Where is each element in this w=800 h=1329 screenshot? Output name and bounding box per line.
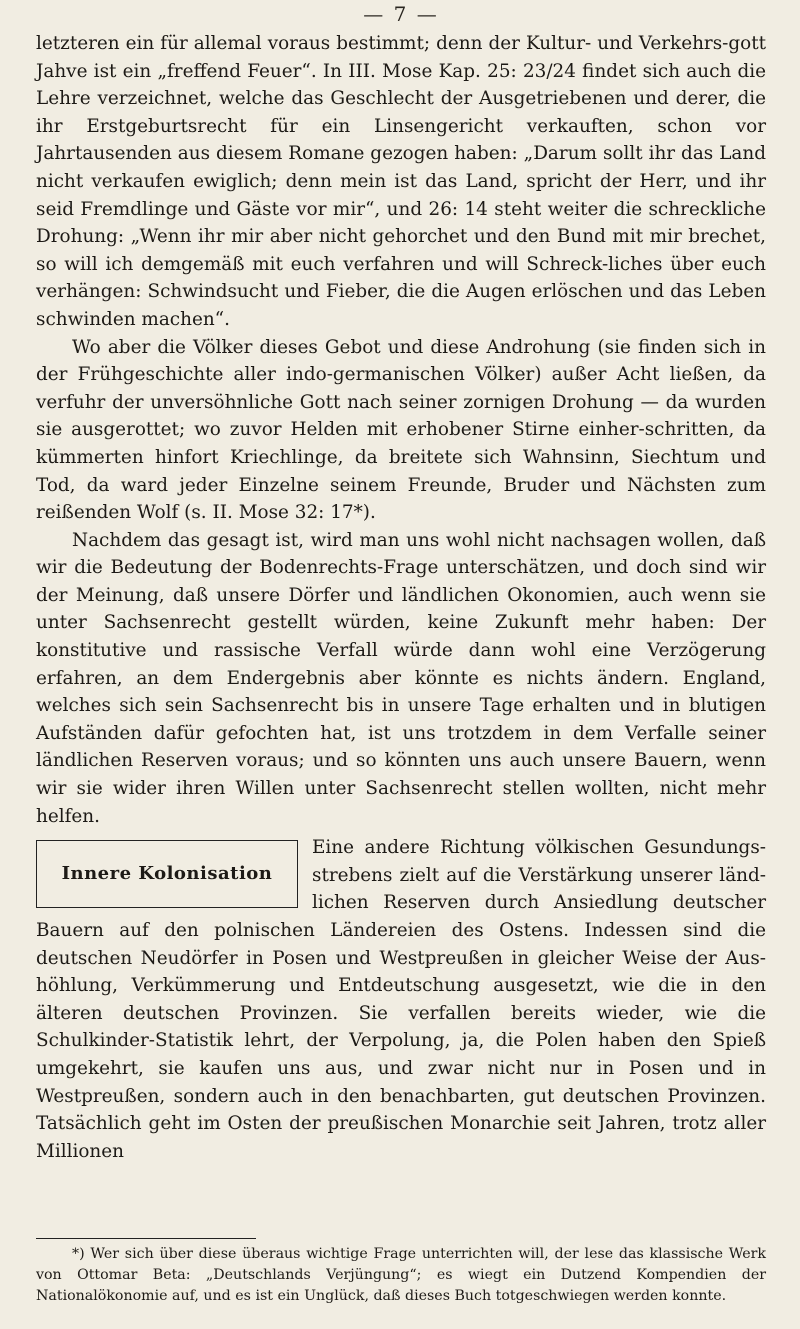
- paragraph-2: Wo aber die Völker dieses Gebot und diese Androhung (sie finden sich in der Frühgeschichte aller indo-germanischen Völker) außer Acht ließen, da verfuhr der unversöhnliche Gott nach seiner zornigen Drohung — da wurden sie ausgerottet; wo zuvor Helden mit erhobener Stirne einher-schritten, da kümmerten hinfort Kriechlinge, da breitete sich Wahnsinn, Siechtum und Tod, da ward jeder Einzelne seinem Freunde, Bruder und Nächsten zum reißenden Wolf (s. II. Mose 32: 17*).: [36, 336, 766, 524]
- section-inner-colonisation: [36, 834, 766, 1165]
- footnote-divider: [36, 1238, 256, 1239]
- section-label: Innere Kolonisation: [61, 863, 273, 885]
- paragraph-1: letzteren ein für allemal voraus bestimmt; denn der Kultur- und Verkehrs-gott Jahve ist ein „freffend Feuer“. In III. Mose Kap. 25: 23/24 findet sich auch die Lehre verzeichnet, welche das Geschlecht der Ausgetriebenen und derer, die ihr Erstgeburtsrecht für ein Linsengericht verkauften, schon vor Jahrtausenden aus diesem Romane gezogen haben: „Darum sollt ihr das Land nicht verkaufen ewiglich; denn mein ist das Land, spricht der Herr, und ihr seid Fremdlinge und Gäste vor mir“, und 26: 14 steht weiter die schreckliche Drohung: „Wenn ihr mir aber nicht gehorchet und den Bund mit mir brechet, so will ich demgemäß mit euch verfahren und will Schreck-liches über euch verhängen: Schwindsucht und Fieber, die die Augen erlöschen und das Leben schwinden machen“.: [36, 33, 766, 330]
- page: [36, 0, 766, 1329]
- footnote: [36, 1244, 766, 1307]
- page-number: — 7 —: [363, 2, 439, 26]
- section-paragraph: Eine andere Richtung völkischen Gesundungs-strebens zielt auf die Verstärkung unserer länd-lichen Reserven durch Ansiedlung deutscher Bauern auf den polnischen Ländereien des Ostens. Indessen sind die deutschen Neudörfer in Posen und Westpreußen in gleicher Weise der Aus-höhlung, Verkümmerung und Entdeutschung ausgesetzt, wie die in den älteren deutschen Provinzen. Sie verfallen bereits wieder, wie die Schulkinder-Statistik lehrt, der Verpolung, ja, die Polen haben den Spieß umgekehrt, sie kaufen uns aus, und zwar nicht nur in Posen und in Westpreußen, sondern auch in den benachbarten, gut deutschen Provinzen. Tatsächlich geht im Osten der preußischen Monarchie seit Jahren, trotz aller Millionen: [36, 837, 766, 1162]
- paragraph-3: Nachdem das gesagt ist, wird man uns wohl nicht nachsagen wollen, daß wir die Bedeutung der Bodenrechts-Frage unterschätzen, und doch sind wir der Meinung, daß unsere Dörfer und ländlichen Okonomien, auch wenn sie unter Sachsenrecht gestellt würden, keine Zukunft mehr haben: Der konstitutive und rassische Verfall würde dann wohl eine Verzögerung erfahren, an dem Endergebnis aber könnte es nichts ändern. England, welches sich sein Sachsenrecht bis in unsere Tage erhalten und in blutigen Aufständen dafür gefochten hat, ist uns trotzdem in dem Verfalle seiner ländlichen Reserven voraus; und so könnten uns auch unsere Bauern, wenn wir sie wider ihren Willen unter Sachsenrecht stellen wollten, nicht mehr helfen.: [36, 529, 766, 827]
- footnote-text: *) Wer sich über diese überaus wichtige Frage unterrichten will, der lese das klassische Werk von Ottomar Beta: „Deutschlands Verjüngung“; es wiegt ein Dutzend Kompendien der Nationalökonomie auf, und es ist ein Unglück, daß dieses Buch totgeschwiegen werden konnte.: [36, 1246, 766, 1304]
- body-text: [36, 30, 766, 1165]
- section-label-box: [36, 840, 298, 908]
